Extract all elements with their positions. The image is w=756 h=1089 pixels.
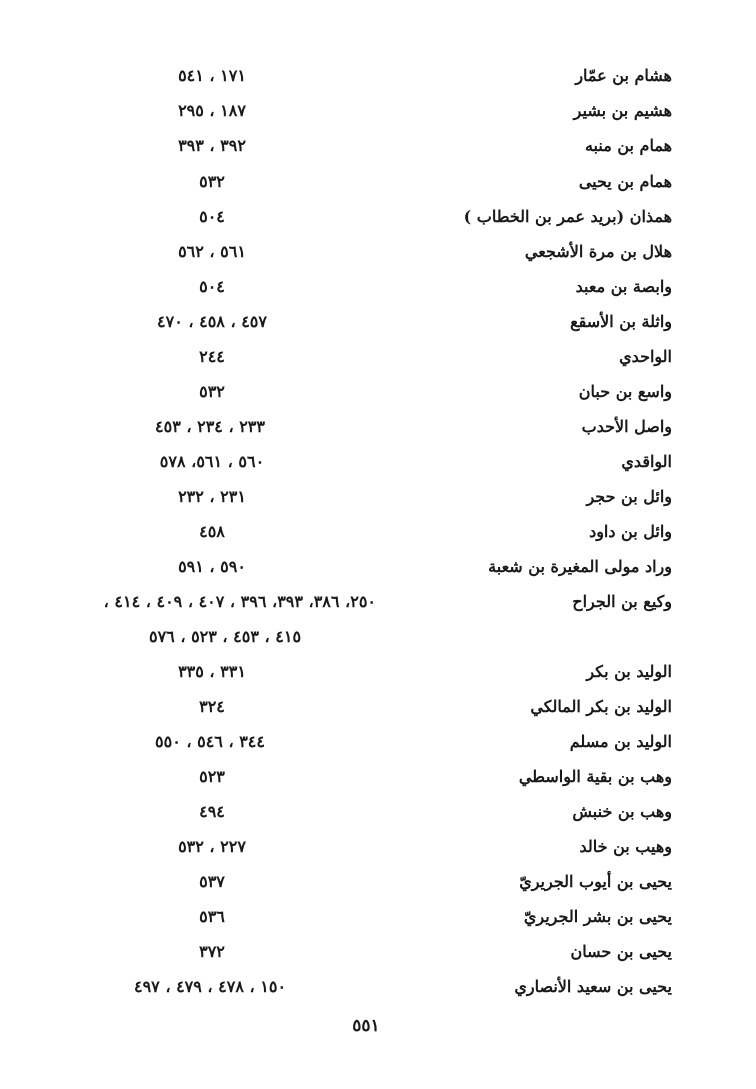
entry-page-refs: ١٥٠ ، ٤٧٨ ، ٤٧٩ ، ٤٩٧ [133,977,287,996]
entry-name: وراد مولى المغيرة بن شعبة [488,557,672,576]
entry-page-refs: ٥٣٧ [199,872,225,891]
entry-name: واصل الأحدب [581,417,672,436]
entry-page-refs: ٥٦١ ، ٥٦٢ [178,242,246,261]
entry-name: الواحدي [619,347,672,366]
entry-name: يحيى بن سعيد الأنصاري [514,977,672,996]
entry-name: وائل بن حجر [586,487,672,506]
entry-page-refs-continued: ٤١٥ ، ٤٥٣ ، ٥٢٣ ، ٥٧٦ [148,627,302,646]
entry-page-refs: ٣٧٢ [199,942,225,961]
entry-name: يحيى بن أيوب الجريريّ [519,872,672,891]
entry-page-refs: ٥٠٤ [199,277,225,296]
entry-name: هلال بن مرة الأشجعي [524,242,672,261]
page-number: ٥٥١ [352,1016,380,1036]
entry-page-refs: ٣٩٢ ، ٣٩٣ [178,136,246,155]
entry-name: يحيى بن حسان [570,942,672,961]
entry-name: الواقدي [621,452,672,471]
entry-name: واسع بن حبان [578,382,672,401]
entry-page-refs: ٢٢٧ ، ٥٣٢ [178,837,246,856]
entry-name: الوليد بن بكر المالكي [530,697,672,716]
entry-name: وهيب بن خالد [579,837,672,856]
entry-name: وهب بن خنبش [572,802,672,821]
entry-page-refs: ٥٩٠ ، ٥٩١ [178,557,246,576]
entry-page-refs: ٤٥٧ ، ٤٥٨ ، ٤٧٠ [157,312,267,331]
entry-name: واثلة بن الأسقع [570,312,672,331]
entry-page-refs: ٢٤٤ [199,347,225,366]
entry-page-refs: ٣٣١ ، ٣٣٥ [178,662,246,681]
entry-page-refs: ٢٣٣ ، ٢٣٤ ، ٤٥٣ [155,417,265,436]
entry-page-refs: ٤٩٤ [199,802,225,821]
entry-page-refs: ٤٥٨ [199,522,225,541]
entry-name: وكيع بن الجراح [572,592,672,611]
entry-name: همام بن منبه [584,136,672,155]
entry-page-refs: ٢٥٠، ٣٨٦، ٣٩٣، ٣٩٦ ، ٤٠٧ ، ٤٠٩ ، ٤١٤ ، [103,592,376,611]
entry-page-refs: ٣٢٤ [199,697,225,716]
entry-name: وابصة بن معبد [575,277,672,296]
entry-name: وهب بن بقية الواسطي [518,767,672,786]
entry-page-refs: ١٨٧ ، ٢٩٥ [178,101,246,120]
entry-name: الوليد بن بكر [586,662,672,681]
entry-name: همذان (بريد عمر بن الخطاب ) [463,207,672,226]
entry-name: الوليد بن مسلم [569,732,672,751]
entry-name: هشيم بن بشير [573,101,672,120]
entry-page-refs: ٢٣١ ، ٢٣٢ [178,487,246,506]
entry-page-refs: ٥٣٢ [199,382,225,401]
entry-name: هشام بن عمّار [575,66,672,85]
entry-page-refs: ٣٤٤ ، ٥٤٦ ، ٥٥٠ [155,732,265,751]
entry-name: همام بن يحيى [578,172,672,191]
entry-page-refs: ٥٦٠ ، ٥٦١، ٥٧٨ [159,452,265,471]
entry-name: يحيى بن بشر الجريريّ [523,907,672,926]
entry-page-refs: ٥٠٤ [199,207,225,226]
entry-page-refs: ٥٣٢ [199,172,225,191]
entry-page-refs: ٥٣٦ [199,907,225,926]
entry-page-refs: ١٧١ ، ٥٤١ [178,66,246,85]
entry-name: وائل بن داود [589,522,672,541]
entry-page-refs: ٥٢٣ [199,767,225,786]
